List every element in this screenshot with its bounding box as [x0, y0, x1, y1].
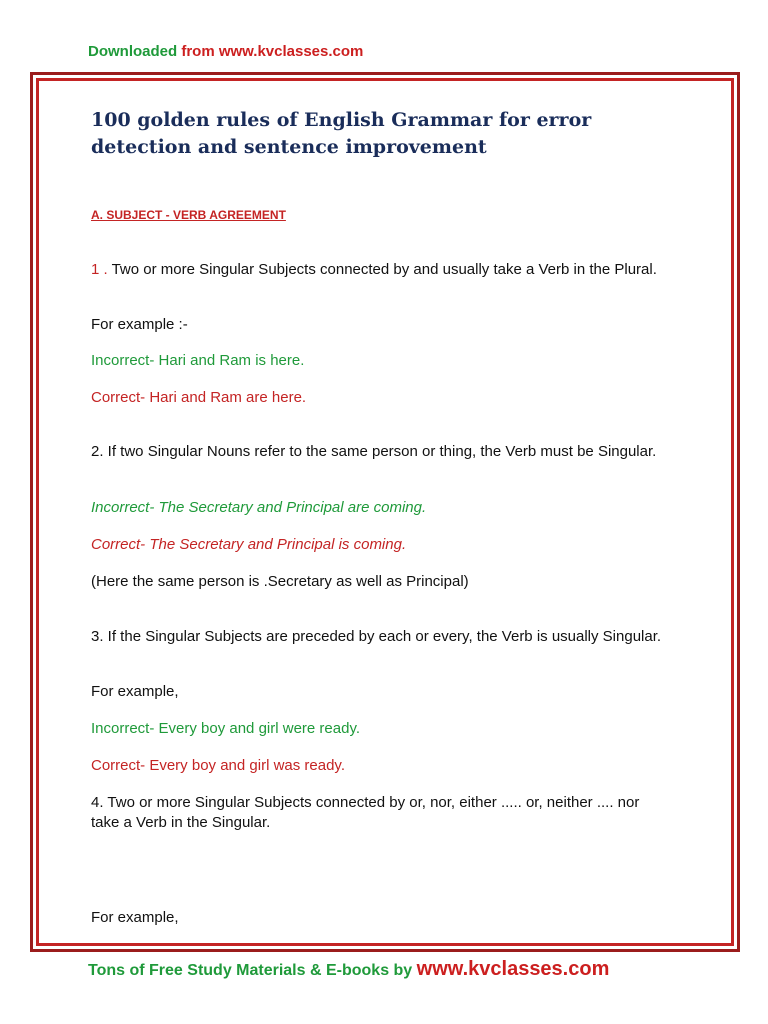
rule-3-incorrect: Incorrect- Every boy and girl were ready.: [91, 720, 360, 737]
from-label: from: [177, 43, 219, 60]
rule-4-for-example: For example,: [91, 909, 179, 926]
download-banner: [88, 43, 363, 60]
rule-3-correct: Correct- Every boy and girl was ready.: [91, 757, 345, 774]
rule-3-for-example: For example,: [91, 683, 179, 700]
footer-text: Tons of Free Study Materials & E-books by: [88, 962, 417, 979]
downloaded-label: Downloaded: [88, 43, 178, 60]
rule-1-incorrect: Incorrect- Hari and Ram is here.: [91, 352, 305, 369]
rule-2-correct: Correct- The Secretary and Principal is coming.: [91, 536, 407, 553]
rule-2-incorrect: Incorrect- The Secretary and Principal are coming.: [91, 499, 427, 516]
footer-banner: [88, 958, 609, 981]
document-title: 100 golden rules of English Grammar for error detection and sentence improvement: [91, 109, 592, 158]
rule-1-correct: Correct- Hari and Ram are here.: [91, 389, 307, 406]
rule-4-text: 4. Two or more Singular Subjects connected by or, nor, either ..... or, neither .... nor take a Verb in the Singular.: [91, 794, 640, 831]
section-heading: A. SUBJECT - VERB AGREEMENT: [91, 208, 286, 222]
rule-1-for-example: For example :-: [91, 316, 188, 333]
rule-1: [91, 260, 671, 280]
rule-2-note: (Here the same person is .Secretary as well as Principal): [91, 573, 469, 590]
rule-3-text: 3. If the Singular Subjects are preceded by each or every, the Verb is usually Singular.: [91, 628, 662, 645]
header-url-link[interactable]: www.kvclasses.com: [218, 43, 364, 60]
footer-url-link[interactable]: www.kvclasses.com: [416, 958, 610, 980]
rule-1-number: 1 .: [91, 261, 108, 278]
rule-2-text: 2. If two Singular Nouns refer to the same person or thing, the Verb must be Singular.: [91, 443, 657, 460]
rule-1-text: Two or more Singular Subjects connected by and usually take a Verb in the Plural.: [107, 261, 657, 278]
